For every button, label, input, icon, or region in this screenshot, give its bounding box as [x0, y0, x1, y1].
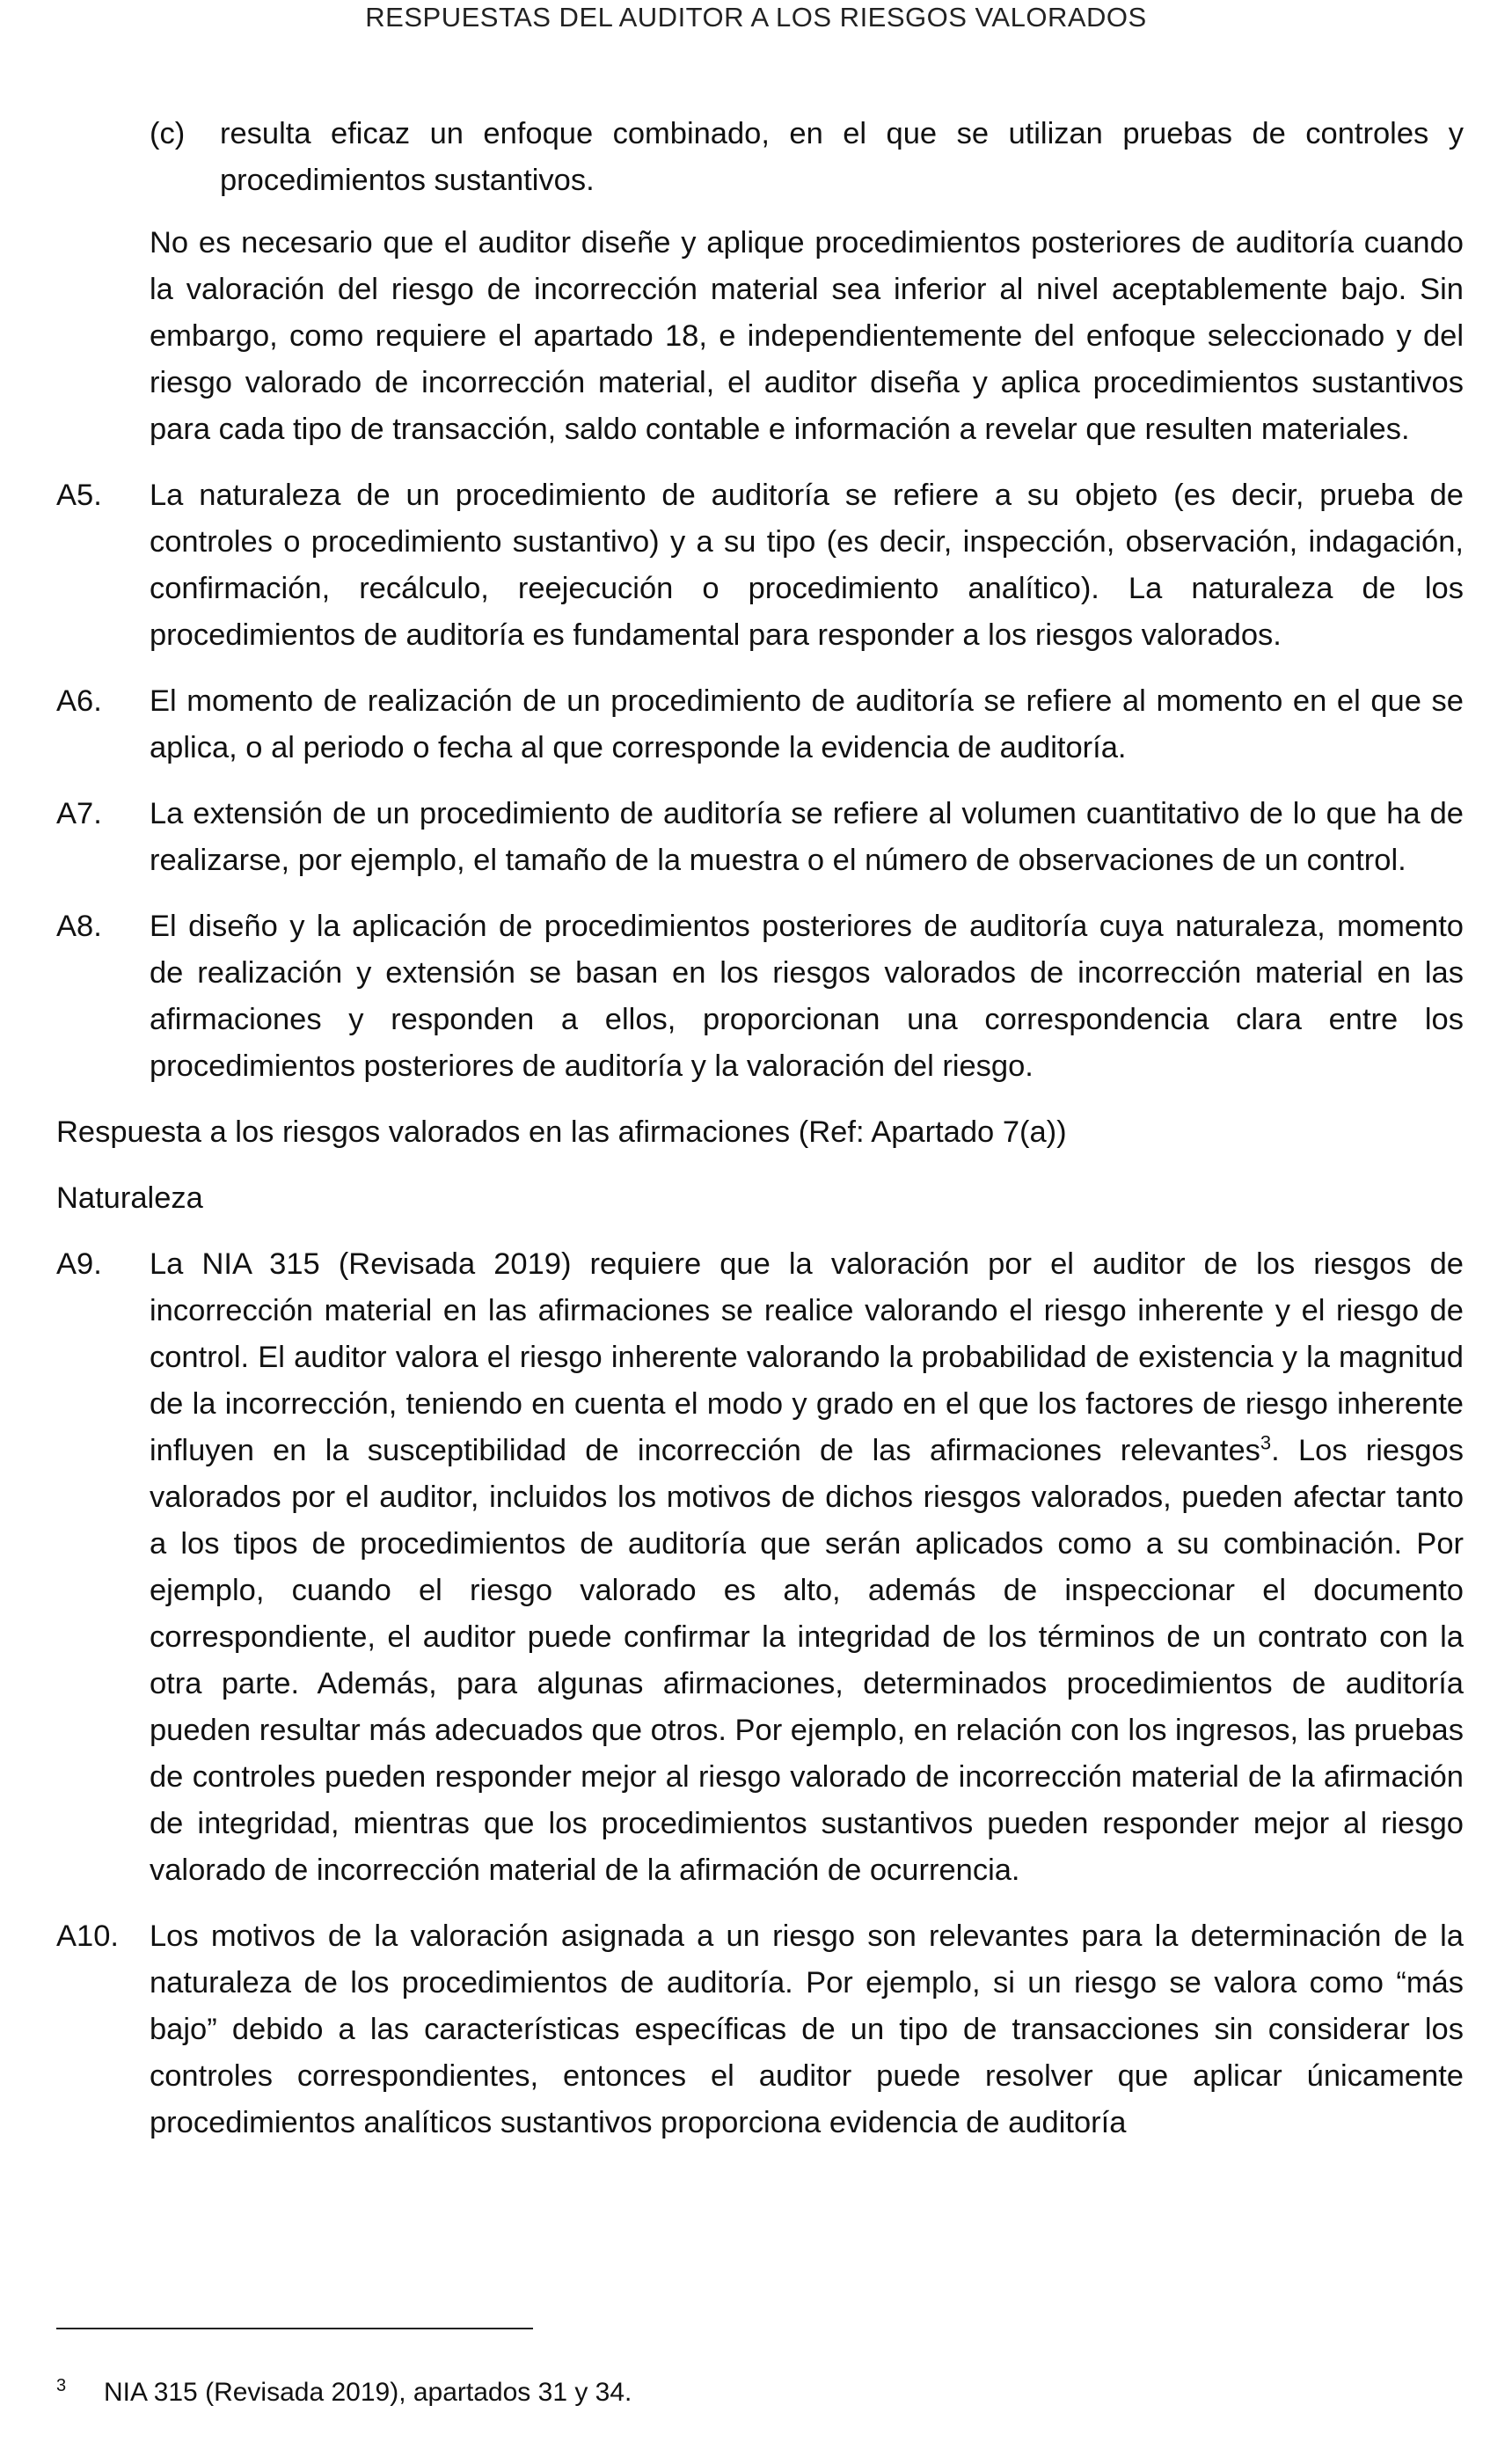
paragraph-a8 — [56, 903, 1464, 1090]
footnote-reference[interactable]: 3 — [1260, 1431, 1272, 1454]
paragraph-a10 — [56, 1913, 1464, 2146]
paragraph-a7 — [56, 791, 1464, 884]
paragraph-text: Los motivos de la valoración asignada a un riesgo son relevantes para la determinación de la naturaleza de los procedimientos de auditoría. Por ejemplo, si un riesgo se valora como “más bajo” debido a las características específicas de un tipo de transacciones sin considerar los controles correspondientes, entonces el auditor puede resolver que aplicar únicamente procedimientos analíticos sustantivos proporciona evidencia de auditoría — [150, 1919, 1464, 2139]
section-heading-respuesta: Respuesta a los riesgos valorados en las afirmaciones (Ref: Apartado 7(a)) — [56, 1115, 1067, 1149]
running-header: RESPUESTAS DEL AUDITOR A LOS RIESGOS VALORADOS — [365, 2, 1147, 33]
page-content — [56, 111, 1464, 2146]
paragraph-text-part-1: La NIA 315 (Revisada 2019) requiere que la valoración por el auditor de los riesgos de incorrección material en las afirmaciones se realice valorando el riesgo inherente y el riesgo de control. El auditor valora el riesgo inherente valorando la probabilidad de existencia y la magnitud de la incorrección, teniendo en cuenta el modo y grado en el que los factores de riesgo inherente influyen en la susceptibilidad de incorrección de las afirmaciones relevantes — [150, 1247, 1464, 1467]
paragraph-text-part-2: . Los riesgos valorados por el auditor, incluidos los motivos de dichos riesgos valorados, pueden afectar tanto a los tipos de procedimientos de auditoría que serán aplicados como a su combinación. Por ejemplo, cuando el riesgo valorado es alto, además de inspeccionar el documento correspondiente, el auditor puede confirmar la integridad de los términos de un contrato con la otra parte. Además, para algunas afirmaciones, determinados procedimientos de auditoría pueden resultar más adecuados que otros. Por ejemplo, en relación con los ingresos, las pruebas de controles pueden responder mejor al riesgo valorado de incorrección material de la afirmación de integridad, mientras que los procedimientos sustantivos pueden responder mejor al riesgo valorado de incorrección material de la afirmación de ocurrencia. — [150, 1434, 1464, 1887]
paragraph-text: La extensión de un procedimiento de auditoría se refiere al volumen cuantitativo de lo que ha de realizarse, por ejemplo, el tamaño de la muestra o el número de observaciones de un control. — [150, 797, 1464, 877]
paragraph-text — [150, 1241, 1464, 1894]
sub-item-text: resulta eficaz un enfoque combinado, en el que se utilizan pruebas de controles y procedimientos sustantivos. — [220, 117, 1464, 197]
paragraph-text: El diseño y la aplicación de procedimientos posteriores de auditoría cuya naturaleza, momento de realización y extensión se basan en los riesgos valorados de incorrección material en las afirmaciones y responden a ellos, proporcionan una correspondencia clara entre los procedimientos posteriores de auditoría y la valoración del riesgo. — [150, 910, 1464, 1083]
sub-item-c — [150, 111, 1464, 204]
paragraph-number: A9. — [56, 1247, 102, 1281]
paragraph-text: El momento de realización de un procedimiento de auditoría se refiere al momento en el que se aplica, o al periodo o fecha al que corresponde la evidencia de auditoría. — [150, 684, 1464, 764]
paragraph-a6 — [56, 678, 1464, 771]
section-heading-naturaleza: Naturaleza — [56, 1181, 203, 1215]
footnote-number: 3 — [56, 2376, 67, 2395]
paragraph-no-necesario: No es necesario que el auditor diseñe y aplique procedimientos posteriores de auditoría cuando la valoración del riesgo de incorrección material sea inferior al nivel aceptablemente bajo. Sin embargo, como requiere el apartado 18, e independientemente del enfoque seleccionado y del riesgo valorado de incorrección material, el auditor diseña y aplica procedimientos sustantivos para cada tipo de transacción, saldo contable e información a revelar que resulten materiales. — [150, 226, 1464, 446]
paragraph-number: A5. — [56, 479, 102, 512]
paragraph-number: A8. — [56, 910, 102, 943]
paragraph-text: La naturaleza de un procedimiento de auditoría se refiere a su objeto (es decir, prueba de controles o procedimiento sustantivo) y a su tipo (es decir, inspección, observación, indagación, confirmación, recálculo, reejecución o procedimiento analítico). La naturaleza de los procedimientos de auditoría es fundamental para responder a los riesgos valorados. — [150, 479, 1464, 652]
paragraph-a9 — [56, 1241, 1464, 1894]
paragraph-number: A6. — [56, 684, 102, 718]
paragraph-a5 — [56, 472, 1464, 659]
footnote-separator — [56, 2328, 533, 2329]
paragraph-number: A7. — [56, 797, 102, 830]
footnote-text: NIA 315 (Revisada 2019), apartados 31 y 34. — [104, 2378, 632, 2407]
footnote — [56, 2375, 1464, 2410]
paragraph-number: A10. — [56, 1919, 119, 1953]
sub-item-label: (c) — [150, 117, 186, 150]
